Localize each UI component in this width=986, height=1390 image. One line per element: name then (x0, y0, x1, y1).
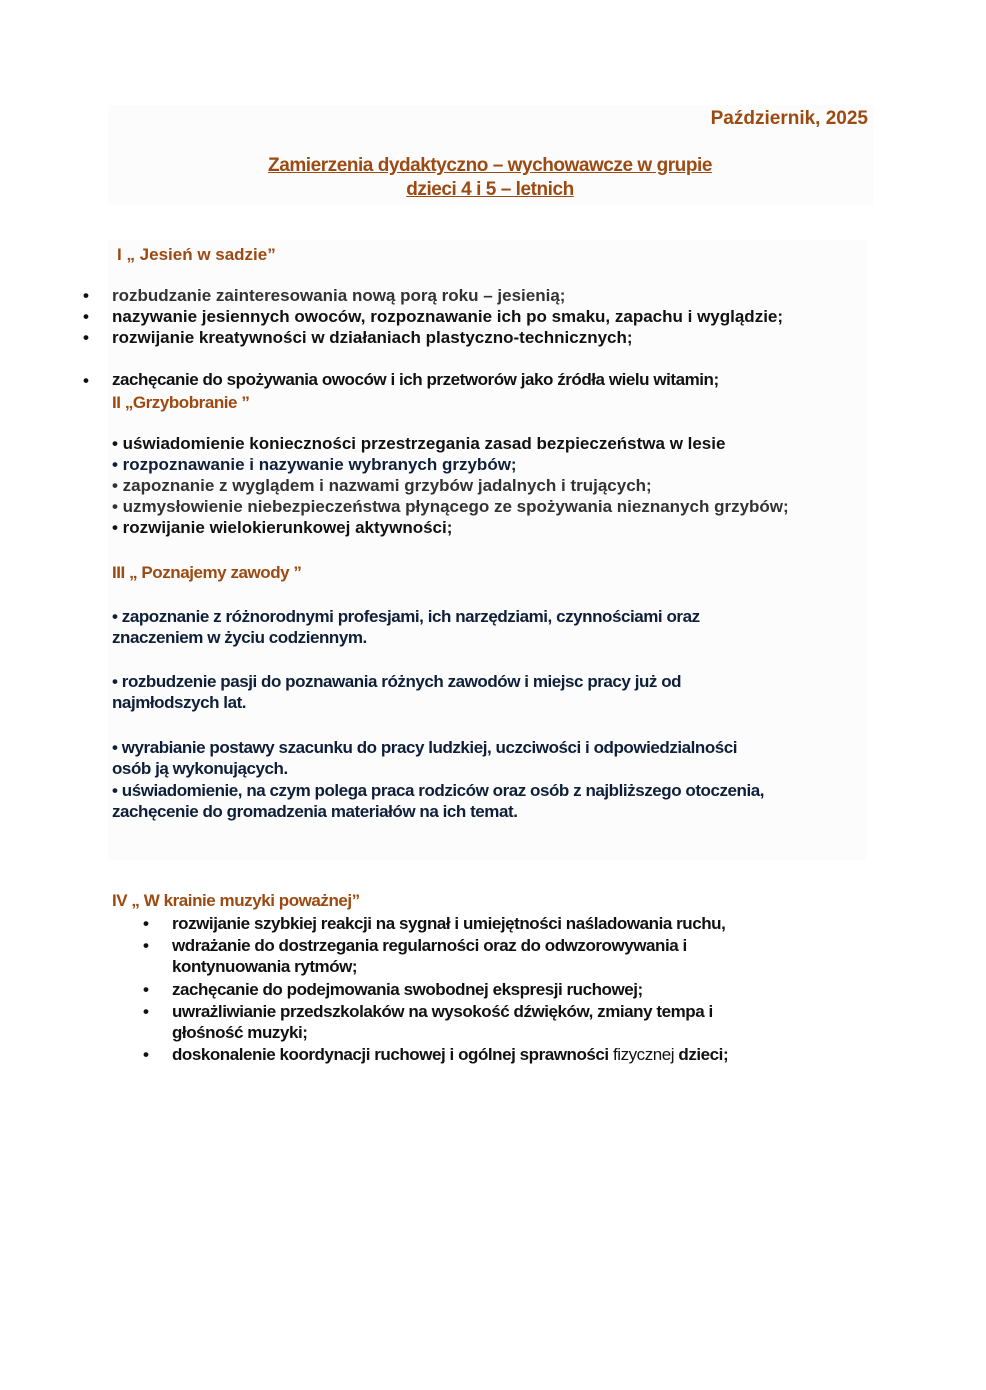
list-item-continuation: zachęcenie do gromadzenia materiałów na ich temat. (112, 802, 518, 821)
list-item: • zapoznanie z różnorodnymi profesjami, ich narzędziami, czynnościami oraz (112, 607, 700, 626)
list-item-text-normal: fizycznej (612, 1045, 675, 1064)
list-item-continuation: osób ją wykonujących. (112, 759, 288, 778)
list-item-text-bold: dzieci; (678, 1045, 729, 1064)
list-item: zachęcanie do spożywania owoców i ich przetworów jako źródła wielu witamin; (112, 370, 719, 389)
list-item: nazywanie jesiennych owoców, rozpoznawanie ich po smaku, zapachu i wyglądzie; (112, 307, 784, 326)
document-date: Październik, 2025 (710, 108, 868, 129)
section-heading-1: I „ Jesień w sadzie” (117, 245, 276, 264)
bullet-icon: • (83, 307, 89, 326)
list-item: rozwijanie kreatywności w działaniach plastyczno-technicznych; (112, 328, 633, 347)
list-item: • wyrabianie postawy szacunku do pracy ludzkiej, uczciwości i odpowiedzialności (112, 738, 738, 757)
list-item: wdrażanie do dostrzegania regularności oraz do odwzorowywania i (172, 936, 687, 955)
list-item: rozbudzanie zainteresowania nową porą roku – jesienią; (112, 286, 566, 305)
bullet-icon: • (143, 914, 149, 933)
list-item-continuation: kontynuowania rytmów; (172, 957, 358, 976)
list-item: uwrażliwianie przedszkolaków na wysokość dźwięków, zmiany tempa i (172, 1002, 713, 1021)
list-item: • uzmysłowienie niebezpieczeństwa płynącego ze spożywania nieznanych grzybów; (112, 497, 789, 516)
document-title-line-1: Zamierzenia dydaktyczno – wychowawcze w grupie (268, 155, 712, 176)
bullet-icon: • (83, 371, 89, 390)
list-item-text-bold: doskonalenie koordynacji ruchowej i ogólnej sprawności (172, 1045, 609, 1064)
section-heading-2: II „Grzybobranie ” (112, 393, 250, 412)
bullet-icon: • (83, 328, 89, 347)
list-item: rozwijanie szybkiej reakcji na sygnał i umiejętności naśladowania ruchu, (172, 914, 726, 933)
list-item: • uświadomienie konieczności przestrzegania zasad bezpieczeństwa w lesie (112, 434, 726, 453)
bullet-icon: • (143, 936, 149, 955)
list-item: • rozbudzenie pasji do poznawania różnych zawodów i miejsc pracy już od (112, 672, 682, 691)
list-item: • rozwijanie wielokierunkowej aktywności; (112, 518, 453, 537)
list-item-continuation: najmłodszych lat. (112, 693, 247, 712)
bullet-icon: • (83, 286, 89, 305)
list-item (172, 1044, 728, 1065)
list-item: • uświadomienie, na czym polega praca rodziców oraz osób z najbliższego otoczenia, (112, 781, 765, 800)
list-item: zachęcanie do podejmowania swobodnej ekspresji ruchowej; (172, 980, 643, 999)
list-item-continuation: znaczeniem w życiu codziennym. (112, 628, 367, 647)
section-heading-3: III „ Poznajemy zawody ” (112, 563, 302, 582)
bullet-icon: • (143, 1045, 149, 1064)
section-heading-4: IV „ W krainie muzyki poważnej” (112, 891, 360, 910)
document-title-line-2: dzieci 4 i 5 – letnich (406, 179, 574, 200)
list-item: • zapoznanie z wyglądem i nazwami grzybów jadalnych i trujących; (112, 476, 652, 495)
bullet-icon: • (143, 1002, 149, 1021)
list-item: • rozpoznawanie i nazywanie wybranych grzybów; (112, 455, 517, 474)
list-item-continuation: głośność muzyki; (172, 1023, 308, 1042)
bullet-icon: • (143, 980, 149, 999)
